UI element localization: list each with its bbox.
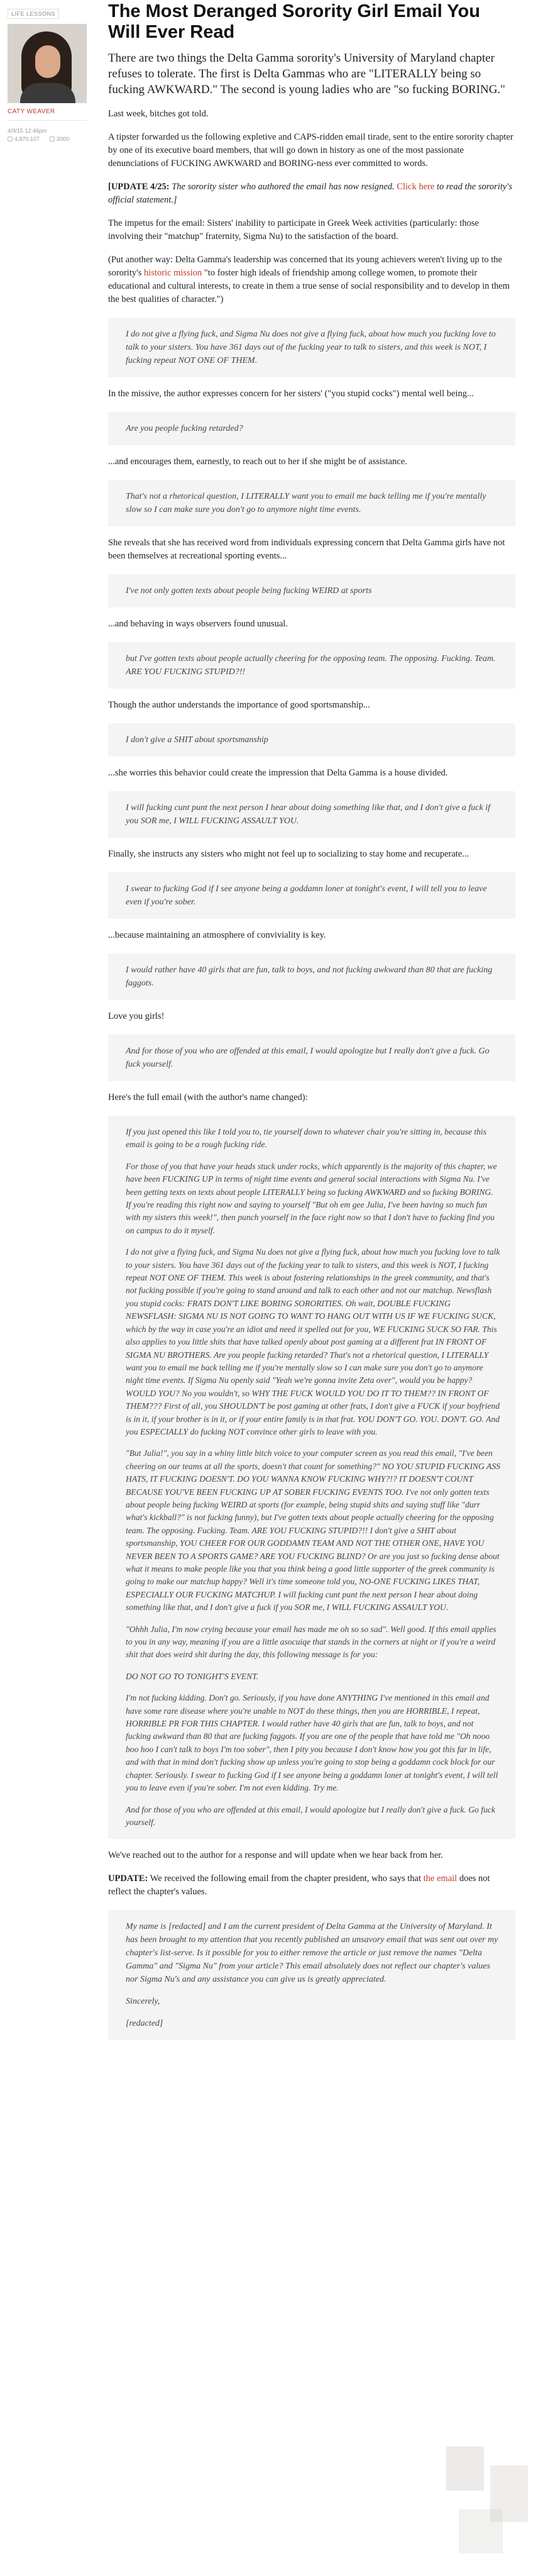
paragraph: She reveals that she has received word from individuals expressing concern that Delta Gamma girls have not been themselves at recreational sporting events... [108,538,505,561]
paragraph: Last week, bitches got told. [108,109,209,119]
paragraph-part: "to foster high ideals of friendship among college women, to promote their educational and cultural interests, to create in them a true sense of social responsibility and to develop in them the best qualities of character.") [108,268,510,304]
email-paragraph: My name is [redacted] and I am the current president of Delta Gamma at the University of Maryland. It has been brought to my attention that you recently published an unsavory email that was sent out over my chapter's list-serve. Is it possible for you to either remove the article or just remove the names "Delta Gamma" and "Sigma Nu" from your article? This email absolutely does not reflect our chapter's values nor Sigma Nu's and any assistance you can give us is greatly appreciated. [126,1922,498,1985]
author-name[interactable]: CATY WEAVER [8,108,55,115]
paragraph: ...she worries this behavior could create the impression that Delta Gamma is a house divided. [108,768,448,778]
blockquote [108,872,515,919]
full-email-blockquote [108,1116,515,1839]
views-icon [8,136,13,142]
quote-text: That's not a rhetorical question, I LITERALLY want you to email me back telling me if you're mentally slow so I can make sure you don't go to anymore night time events. [126,492,486,514]
quote-text: Are you people fucking retarded? [126,424,243,433]
blockquote [108,642,515,689]
blockquote [108,574,515,608]
email-paragraph: "Ohhh Julia, I'm now crying because your email has made me oh so so sad". Well good. If this email applies to you in any way, meaning if you are a little asocuiqe that stands in the corners at night or if you're a weird shit that does weird shit during the day, this following message is for you: [126,1624,496,1660]
post-date: 4/9/15 12:46pm [8,128,47,134]
blockquote [108,480,515,526]
update-text-end: to read the sorority's official statement.] [108,182,512,205]
update-note [108,180,515,207]
paragraph: Love you girls! [108,1011,165,1021]
quote-text: I don't give a SHIT about sportsmanship [126,735,268,745]
email-paragraph: I'm not fucking kidding. Don't go. Seriously, if you have done ANYTHING I've mentioned in this email and have some rare disease where you're unable to NOT do these things, then you are HORRIBLE, I repeat, HORRIBLE PR FOR THIS CHAPTER. I would rather have 40 girls that are fun, talk to boys, and not fucking awkward than 80 that are fucking faggots. If you are one of the people that have told me "Oh nooo boo hoo I can't talk to boys I'm too sober", then I pity you because I don't know how you got this far in life, and with that in mind don't fucking show up unless you're going to stop being a goddamn cock block for our chapter. Seriously. I swear to fucking God if I see anyone being a goddamn loner at tonight's event, I will tell you to leave even if you're sober. I'm not even kidding. Try me. [126,1693,498,1793]
update-note [108,1872,515,1899]
paragraph: Though the author understands the importance of good sportsmanship... [108,700,370,710]
views-count: 4,870,107 [14,136,40,142]
paragraph-part: (Put another way: Delta Gamma's leadership was concerned that its young achievers weren't living up to the sorority's [108,255,502,278]
paragraph: The impetus for the email: Sisters' inability to participate in Greek Week activities (particularly: those involving their "matchup" fraternity, Sigma Nu) to the satisfaction of the board. [108,218,479,242]
views-stat [8,136,40,142]
email-paragraph: If you just opened this like I told you to, tie yourself down to whatever chair you're sitting in, because this email is going to be a rough fucking ride. [126,1127,487,1150]
quote-text: but I've gotten texts about people actually cheering for the opposing team. The opposing. Fucking. Team. ARE YOU FUCKING STUPID?!! [126,654,496,677]
update-text: The sorority sister who authored the email has now resigned. [169,182,397,192]
email-paragraph: For those of you that have your heads stuck under rocks, which apparently is the majority of this chapter, we have been FUCKING UP in terms of night time events and general social interactions with Sigma Nu. I've been getting texts on texts about people LITERALLY being so fucking AWKWARD and so fucking BORING. If you're reading this right now and saying to yourself "But oh em gee Julia, I've been having so much fun with my sisters this week!", then punch yourself in the face right now so that I don't have to fucking find you on campus to do it myself. [126,1161,497,1235]
paragraph: We've reached out to the author for a response and will update when we hear back from her. [108,1850,443,1861]
paragraph: Finally, she instructs any sisters who might not feel up to socializing to stay home and recuperate... [108,849,469,859]
paragraph: Here's the full email (with the author's name changed): [108,1092,308,1102]
email-signature: [redacted] [126,2019,163,2029]
quote-text: And for those of you who are offended at this email, I would apologize but I really don't give a fuck. Go fuck yourself. [126,1046,490,1069]
update-text-end: does not reflect the chapter's values. [108,1874,490,1897]
paragraph: ...and encourages them, earnestly, to reach out to her if she might be of assistance. [108,457,407,467]
quote-text: I would rather have 40 girls that are fun, talk to boys, and not fucking awkward than 80 that are fucking faggots. [126,965,493,988]
paragraph: A tipster forwarded us the following expletive and CAPS-ridden email tirade, sent to the entire sorority chapter by one of its executive board members, that will go down in history as one of the most passionate denunciations of FUCKING AWKWARD and BORING-ness ever committed to words. [108,132,513,169]
author-avatar[interactable] [8,24,87,103]
quote-text: I've not only gotten texts about people being fucking WEIRD at sports [126,586,372,596]
paragraph: ...and behaving in ways observers found unusual. [108,619,288,629]
update-text: We received the following email from the chapter president, who says that [148,1874,424,1884]
update-label: [UPDATE 4/25: [108,182,170,192]
blockquote [108,791,515,838]
email-paragraph: "But Julia!", you say in a whiny little bitch voice to your computer screen as you read this email, "I've been cheering on our teams at all the sports, doesn't that count for something?" NO YOU STUPID FUCKING ASS HATS, IT FUCKING DOESN'T. DO YOU WANNA KNOW FUCKING WHY?!? IT DOESN'T COUNT BECAUSE YOU'VE BEEN FUCKING UP AT SOBER FUCKING EVENTS TOO. I've not only gotten texts about people being fucking WEIRD at sports (for example, being stupid shits and saying stuff like "durr what's kickball?" is not fucking funny), but I've gotten texts about people actually cheering for the opposing team. The opposing. Fucking. Team. ARE YOU FUCKING STUPID?!! I don't give a SHIT about sportsmanship, YOU CHEER FOR OUR GODDAMN TEAM AND NOT THE OTHER ONE, HAVE YOU NEVER BEEN TO A SPORTS GAME? ARE YOU FUCKING BLIND? Or are you just so fucking dense about what it means to make people like you that you think being a good little supporter of the greek community is going to make our matchup happy? Well it's time someone told you, NO-ONE FUCKING LIKES THAT, ESPECIALLY OUR FUCKING MATCHUP. I will fucking cunt punt the next person I hear about doing something like that, and I don't give a fuck if you SOR me, I WILL FUCKING ASSAULT YOU. [126,1448,500,1613]
comments-count: 2000 [57,136,70,142]
paragraph [108,253,515,306]
article-lede: There are two things the Delta Gamma sorority's University of Maryland chapter refuses to tolerate. The first is Delta Gammas who are "LITERALLY being so fucking AWKWARD." The second is young ladies who are "so fucking BORING." [108,52,505,96]
blockquote [108,723,515,757]
update-accent: the email [423,1874,458,1884]
post-stats [8,136,92,142]
decorative-image [440,2440,534,2566]
blockquote [108,412,515,445]
blockquote [108,1035,515,1081]
blockquote [108,318,515,377]
email-signoff: Sincerely, [126,1997,160,2007]
quote-text: I will fucking cunt punt the next person I hear about doing something like that, and I don't give a fuck if you SOR me, I WILL FUCKING ASSAULT YOU. [126,803,491,826]
paragraph: In the missive, the author expresses concern for her sisters' ("you stupid cocks") mental well being... [108,389,474,399]
email-paragraph: And for those of you who are offended at this email, I would apologize but I really don't give a fuck. Go fuck yourself. [126,1804,495,1827]
category-tag[interactable]: LIFE LESSONS [8,9,59,19]
paragraph: ...because maintaining an atmosphere of conviviality is key. [108,930,326,940]
quote-text: I do not give a flying fuck, and Sigma Nu does not give a flying fuck, about how much you fucking love to talk to your sisters. You have 361 days out of the fucking year to talk to sisters, and this week is NOT, I fucking repeat NOT ONE OF THEM. [126,330,496,365]
comments-stat[interactable] [50,136,69,142]
update-label: UPDATE: [108,1874,148,1884]
quote-text: I swear to fucking God if I see anyone being a goddamn loner at tonight's event, I will tell you to leave even if you're sober. [126,884,487,907]
email-paragraph: I do not give a flying fuck, and Sigma Nu does not give a flying fuck, about how much you fucking love to talk to your sisters. You have 361 days out of the fucking year to talk to sisters, and this week is NOT, I fucking repeat NOT ONE OF THEM. This week is about fostering relationships in the greek community, and that's not fucking possible if you're going to stand around and talk to each other and not our matchup. Newsflash you stupid cocks: FRATS DON'T LIKE BORING SORORITIES. Oh wait, DOUBLE FUCKING NEWSFLASH: SIGMA NU IS NOT GOING TO WANT TO HANG OUT WITH US IF WE FUCKING SUCK, which by the way in case you're an idiot and need it spelled out for you, WE FUCKING SUCK SO FAR. This also applies to you little shits that have talked openly about post gaming at a different frat IN FRONT OF SIGMA NU BROTHERS. Are you people fucking retarded? That's not a rhetorical question, I LITERALLY want you to email me back telling me if you're mentally slow so I can make sure you don't go to anymore night time events. If Sigma Nu openly said "Yeah we're gonna invite Zeta over", would you be happy? WOULD YOU? No you wouldn't, so WHY THE FUCK WOULD YOU DO IT TO THEM?? IN FRONT OF THEM??? First of all, you SHOULDN'T be post gaming at other frats, I don't give a FUCK if your boyfriend is in it, if your brother is in it, or if your entire family is in that frat. YOU DON'T GO. YOU. DON'T. GO. And you ESPECIALLY do fucking NOT convince other girls to leave with you. [126,1247,500,1436]
historic-mission-link[interactable]: historic mission [144,268,202,278]
article-title: The Most Deranged Sorority Girl Email You Will Ever Read [108,1,480,42]
email-paragraph: DO NOT GO TO TONIGHT'S EVENT. [126,1671,259,1681]
author-sidebar [8,8,92,142]
president-email-blockquote [108,1910,515,2040]
blockquote [108,953,515,1000]
article [108,0,515,2040]
statement-link[interactable]: Click here [397,182,435,192]
comment-icon [50,136,55,142]
divider [8,120,87,121]
